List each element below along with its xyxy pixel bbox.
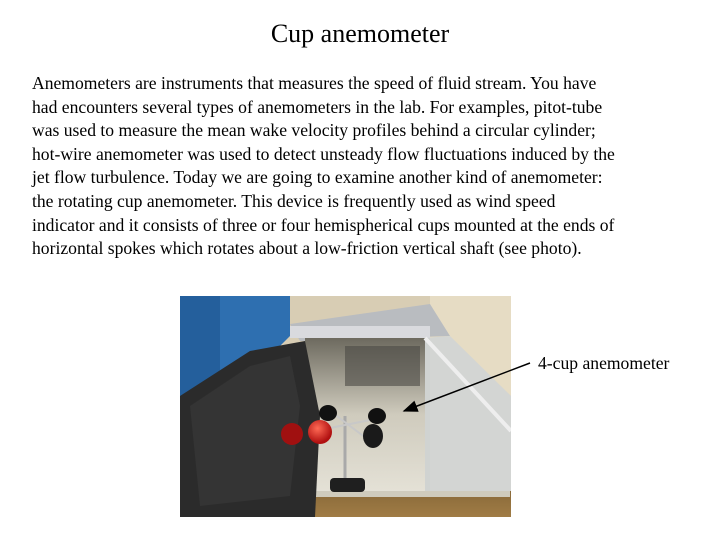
figure-caption: 4-cup anemometer <box>538 353 670 373</box>
anemometer-photo <box>180 296 511 517</box>
body-line: the rotating cup anemometer. This device is frequently used as wind speed <box>32 190 556 211</box>
body-line: had encounters several types of anemometers in the lab. For examples, pitot-tube <box>32 96 603 117</box>
body-line: jet flow turbulence. Today we are going to examine another kind of anemometer: <box>32 167 603 188</box>
body-line: hot-wire anemometer was used to detect unsteady flow fluctuations induced by the <box>32 143 615 164</box>
body-line: horizontal spokes which rotates about a low-friction vertical shaft (see photo). <box>32 238 582 259</box>
body-paragraph <box>32 72 702 261</box>
body-line: was used to measure the mean wake velocity profiles behind a circular cylinder; <box>32 120 596 141</box>
body-line: indicator and it consists of three or four hemispherical cups mounted at the ends of <box>32 214 615 235</box>
slide-title: Cup anemometer <box>270 19 450 48</box>
body-line: Anemometers are instruments that measures the speed of fluid stream. You have <box>32 73 597 93</box>
